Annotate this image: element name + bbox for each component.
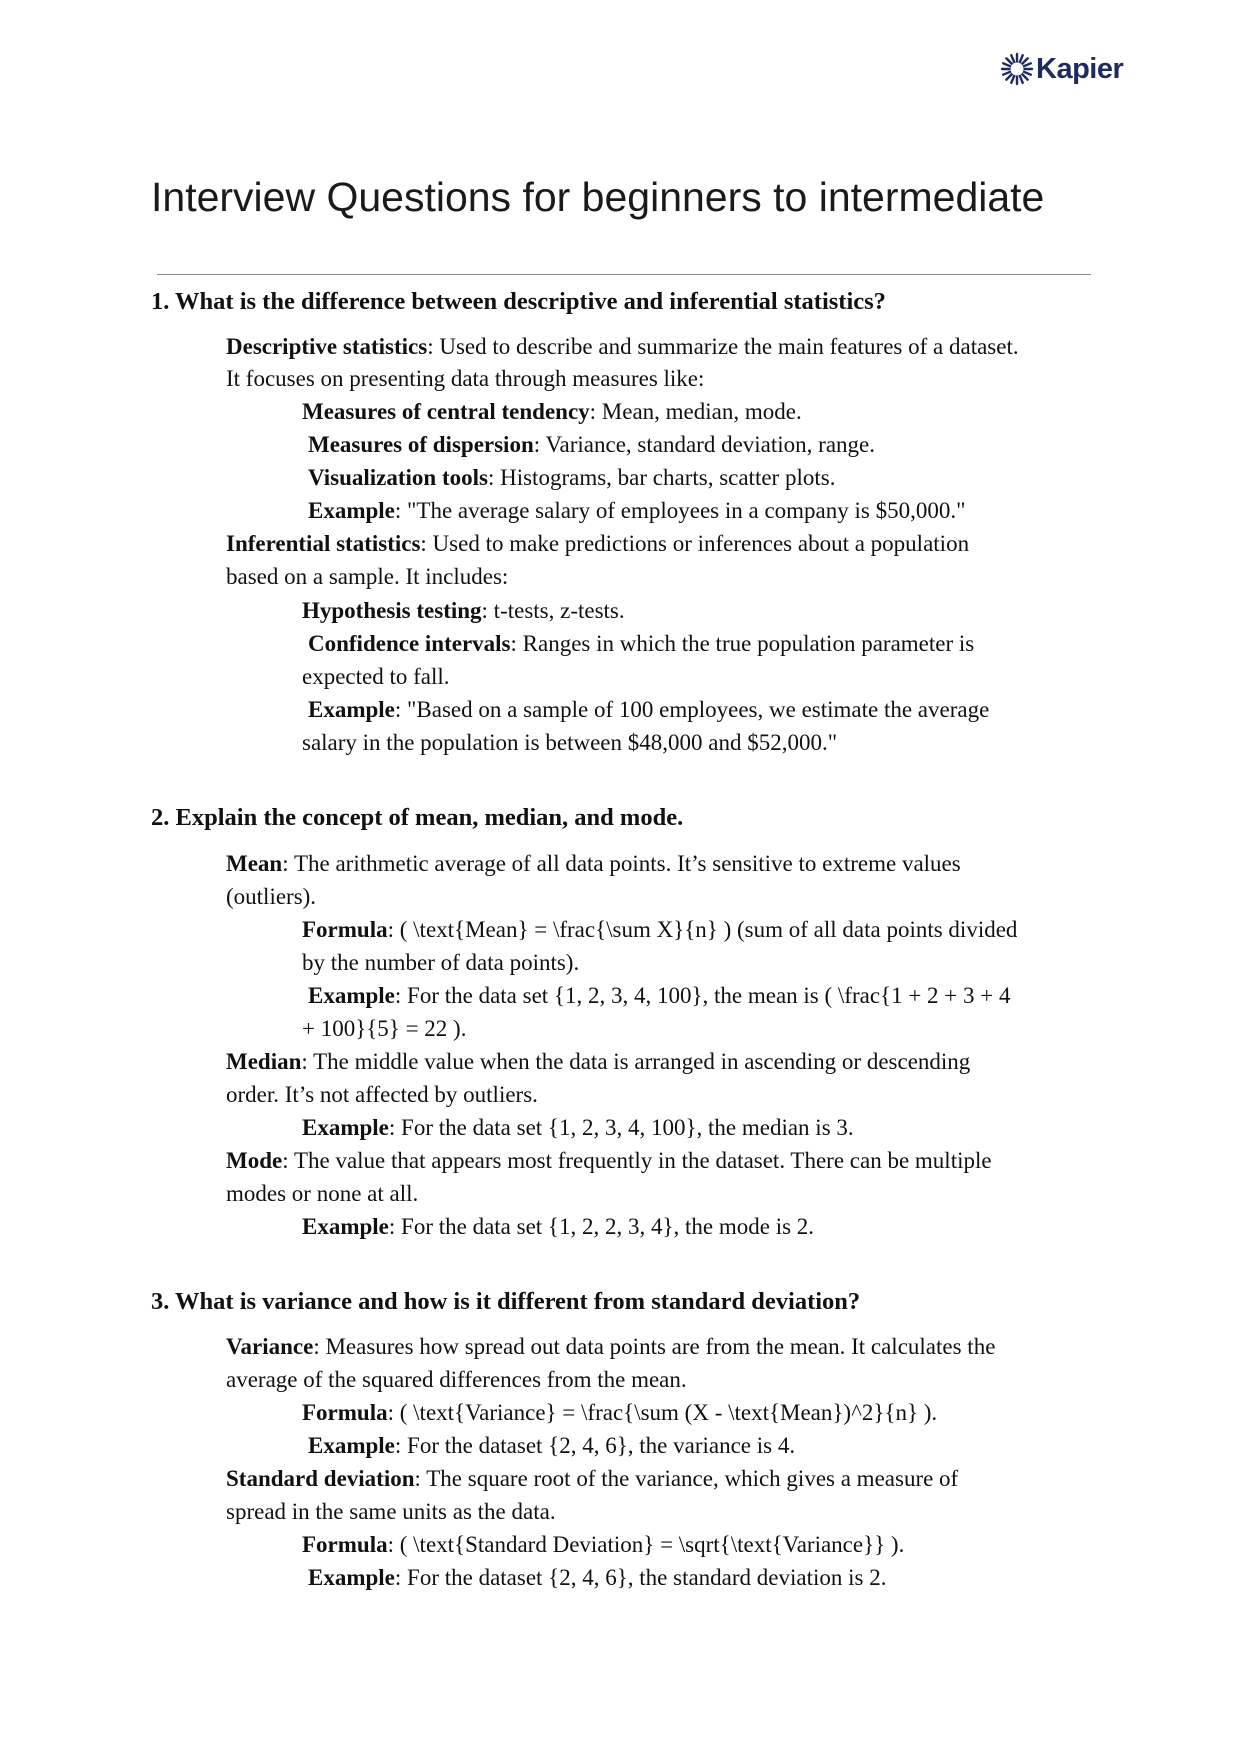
item-term: Example — [308, 1433, 395, 1458]
item-term: Variance — [226, 1334, 314, 1359]
median-item — [226, 1047, 970, 1077]
dispersion-item — [308, 430, 875, 460]
descriptive-example-item — [308, 496, 966, 526]
item-text: : Used to make predictions or inferences about a population — [420, 531, 970, 556]
hypothesis-testing-item — [302, 596, 625, 626]
item-text: : t-tests, z-tests. — [481, 598, 625, 623]
descriptive-statistics-continuation: It focuses on presenting data through measures like: — [226, 366, 705, 391]
variance-continuation: average of the squared differences from the mean. — [226, 1367, 687, 1392]
item-text: : ( \text{Variance} = \frac{\sum (X - \text{Mean})^2}{n} ). — [387, 1400, 938, 1425]
inferential-example-continuation: salary in the population is between $48,000 and $52,000." — [302, 730, 838, 755]
item-text: : Variance, standard deviation, range. — [533, 432, 875, 457]
item-term: Measures of dispersion — [308, 432, 534, 457]
mean-example-continuation: + 100}{5} = 22 ). — [302, 1016, 467, 1041]
confidence-intervals-continuation: expected to fall. — [302, 664, 450, 689]
confidence-intervals-item — [308, 629, 974, 659]
item-term: Example — [308, 983, 395, 1008]
item-text: : Histograms, bar charts, scatter plots. — [487, 465, 836, 490]
item-text: : Mean, median, mode. — [589, 399, 802, 424]
mean-item — [226, 849, 961, 879]
brand-logo — [1000, 52, 1123, 86]
item-text: : For the data set {1, 2, 3, 4, 100}, the mean is ( \frac{1 + 2 + 3 + 4 — [394, 983, 1011, 1008]
item-text: : For the dataset {2, 4, 6}, the standard deviation is 2. — [394, 1565, 887, 1590]
mode-item — [226, 1146, 992, 1176]
item-text: : ( \text{Mean} = \frac{\sum X}{n} ) (sum of all data points divided — [387, 917, 1018, 942]
sunburst-icon — [1000, 52, 1034, 86]
item-term: Formula — [302, 917, 388, 942]
question-2-heading: 2. Explain the concept of mean, median, and mode. — [151, 804, 684, 831]
standard-deviation-formula-item — [302, 1530, 904, 1560]
mode-example-item — [302, 1212, 814, 1242]
item-text: : The arithmetic average of all data points. It’s sensitive to extreme values — [282, 851, 961, 876]
mode-continuation: modes or none at all. — [226, 1181, 419, 1206]
item-text: : "The average salary of employees in a company is $50,000." — [394, 498, 966, 523]
item-text: : The square root of the variance, which gives a measure of — [414, 1466, 959, 1491]
item-text: : Used to describe and summarize the main features of a dataset. — [427, 334, 1019, 359]
descriptive-statistics-item — [226, 332, 1019, 362]
variance-example-item — [308, 1431, 795, 1461]
item-text: : For the dataset {2, 4, 6}, the variance is 4. — [394, 1433, 796, 1458]
item-text: : "Based on a sample of 100 employees, we estimate the average — [394, 697, 990, 722]
item-term: Hypothesis testing — [302, 598, 482, 623]
item-term: Mean — [226, 851, 283, 876]
mean-formula-item — [302, 915, 1017, 945]
variance-item — [226, 1332, 995, 1362]
variance-formula-item — [302, 1398, 937, 1428]
item-term: Mode — [226, 1148, 283, 1173]
mean-formula-continuation: by the number of data points). — [302, 950, 580, 975]
item-text: : For the data set {1, 2, 2, 3, 4}, the mode is 2. — [388, 1214, 815, 1239]
item-term: Median — [226, 1049, 302, 1074]
central-tendency-item — [302, 397, 802, 427]
item-term: Confidence intervals — [308, 631, 511, 656]
item-term: Inferential statistics — [226, 531, 421, 556]
item-text: : For the data set {1, 2, 3, 4, 100}, the median is 3. — [388, 1115, 854, 1140]
page-title: Interview Questions for beginners to intermediate — [151, 174, 1045, 220]
item-term: Example — [302, 1115, 389, 1140]
item-term: Example — [302, 1214, 389, 1239]
item-term: Example — [308, 498, 395, 523]
brand-name: Kapier — [1036, 52, 1124, 85]
standard-deviation-item — [226, 1464, 958, 1494]
median-example-item — [302, 1113, 854, 1143]
inferential-example-item — [308, 695, 989, 725]
standard-deviation-example-item — [308, 1563, 886, 1593]
item-text: : ( \text{Standard Deviation} = \sqrt{\text{Variance}} ). — [387, 1532, 905, 1557]
inferential-statistics-item — [226, 529, 969, 559]
mean-example-item — [308, 981, 1011, 1011]
item-text: : The middle value when the data is arranged in ascending or descending — [301, 1049, 971, 1074]
item-term: Measures of central tendency — [302, 399, 590, 424]
question-3-heading: 3. What is variance and how is it different from standard deviation? — [151, 1288, 861, 1315]
median-continuation: order. It’s not affected by outliers. — [226, 1082, 538, 1107]
inferential-statistics-continuation: based on a sample. It includes: — [226, 564, 509, 589]
item-term: Formula — [302, 1532, 388, 1557]
standard-deviation-continuation: spread in the same units as the data. — [226, 1499, 556, 1524]
item-term: Formula — [302, 1400, 388, 1425]
item-term: Standard deviation — [226, 1466, 415, 1491]
item-term: Example — [308, 1565, 395, 1590]
item-term: Descriptive statistics — [226, 334, 428, 359]
item-text: : Ranges in which the true population parameter is — [510, 631, 975, 656]
mean-continuation: (outliers). — [226, 884, 317, 909]
visualization-tools-item — [308, 463, 835, 493]
title-divider — [157, 274, 1091, 275]
item-text: : The value that appears most frequently in the dataset. There can be multiple — [282, 1148, 992, 1173]
item-text: : Measures how spread out data points are from the mean. It calculates the — [313, 1334, 996, 1359]
question-1-heading: 1. What is the difference between descriptive and inferential statistics? — [151, 288, 886, 315]
item-term: Visualization tools — [308, 465, 488, 490]
item-term: Example — [308, 697, 395, 722]
